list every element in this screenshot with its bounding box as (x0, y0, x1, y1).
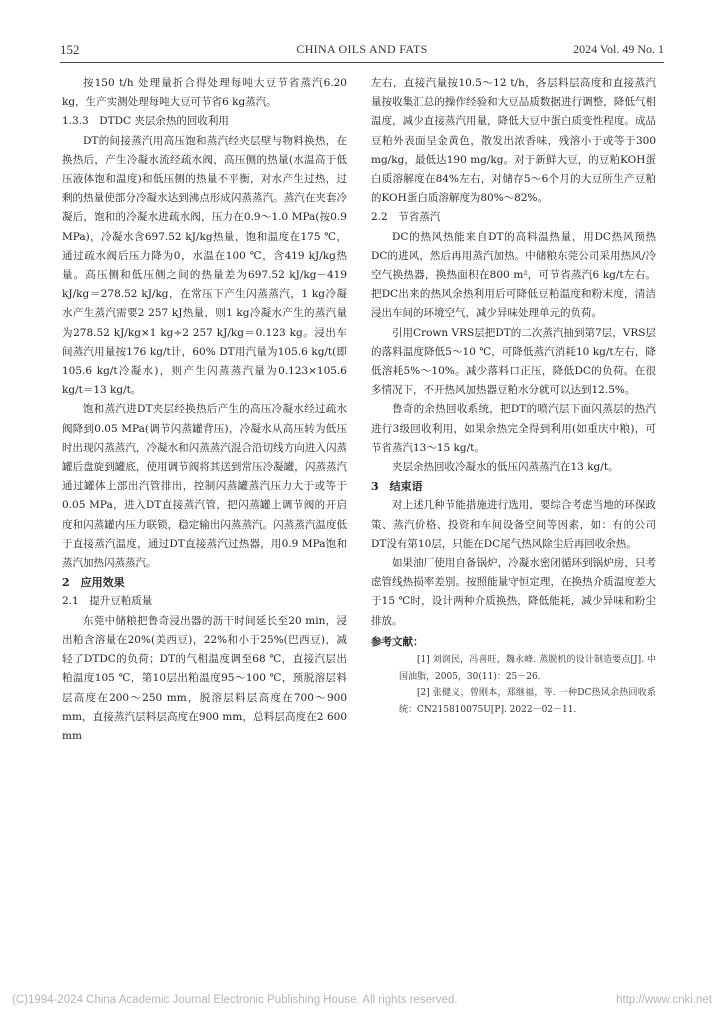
left-column (62, 74, 347, 746)
reference-item: [1] 刘润民，冯喜旺，魏永峰. 蒸脱机的设计制造要点[J]. 中国油脂，2005，30(11)：25－26. (399, 655, 656, 682)
section-heading-2-2: 2.2 节省蒸汽 (371, 211, 441, 224)
section-heading-2: 2 应用效果 (62, 576, 125, 590)
page-footer (12, 994, 712, 1010)
reference-item: [2] 张健义，曾刚本，郑继福，等. 一种DC热风余热回收系统：CN215810075U[P]. 2022－02－11. (399, 688, 656, 715)
references-heading: 参考文献： (371, 635, 424, 648)
paragraph: 夹层余热回收冷凝水的低压闪蒸蒸汽在13 kg/t。 (392, 461, 619, 474)
paragraph: DC的热风热能来自DT的高料温热量，用DC热风预热DC的进风，然后再用蒸汽加热。中储粮东莞公司采用热风/冷空气换热器，换热面积在800 m²，可节省蒸汽6 kg/t左右。把DC出来的热风余热利用后可降低豆粕温度和粉末度，清洁浸出车间的环境空气，减少异味处理单元的负荷。 (371, 230, 656, 320)
header-rule (60, 62, 664, 63)
paragraph: 引用Crown VRS层把DT的二次蒸汽抽到第7层，VRS层的落料温度降低5～10 ℃，可降低蒸汽消耗10 kg/t左右，降低溶耗5%～10%。减少落料口正压，降低DC的负荷。在很多情况下，不开热风加热器豆粕水分就可以达到12.5%。 (371, 326, 656, 397)
paragraph: 饱和蒸汽进DT夹层经换热后产生的高压冷凝水经过疏水阀降到0.05 MPa(调节闪蒸罐背压)，冷凝水从高压转为低压时出现闪蒸蒸汽，冷凝水和闪蒸蒸汽混合沿切线方向进入闪蒸罐后盘旋到罐底，使用调节阀将其送到常压冷凝罐，闪蒸蒸汽通过罐体上部出汽管排出，控制闪蒸罐蒸汽压力大于或等于0.05 MPa，进入DT直接蒸汽管，把闪蒸罐上调节阀的开启度和闪蒸罐内压力联锁，稳定输出闪蒸蒸汽。闪蒸蒸汽温度低于直接蒸汽温度，通过DT直接蒸汽过热器，用0.9 MPa饱和蒸汽加热闪蒸蒸汽。 (62, 403, 347, 570)
paragraph-continued: 左右，直接汽量按10.5～12 t/h，各层料层高度和直接蒸汽量按收集汇总的操作经验和大豆品质数据进行调整，降低气相温度，减少直接蒸汽用量，降低大豆中蛋白质变性程度。成品豆粕外表面呈金黄色，散发出浓香味，残溶小于或等于300 mg/kg，最低达190 mg/kg。对于新鲜大豆，的豆粕KOH蛋白质溶解度在84%左右，对储存5～6个月的大豆所生产豆粕的KOH蛋白质溶解度为80%～82%。 (371, 77, 656, 205)
section-heading-3: 3 结束语 (371, 480, 423, 494)
paragraph: 鲁奇的余热回收系统，把DT的喷汽层下面闪蒸层的热汽进行3级回收利用，如果余热完全得到利用(如重庆中粮)，可节省蒸汽13～15 kg/t。 (371, 403, 656, 454)
copyright-notice: (C)1994-2024 China Academic Journal Electronic Publishing House. All rights reserved. (12, 994, 458, 1006)
paragraph: 东莞中储粮把鲁奇浸出器的沥干时间延长至20 min，浸出粕含溶量在20%(美西豆)，22%和小于25%(巴西豆)，减轻了DTDC的负荷；DT的气相温度调至68 ℃，直接汽层出粕温度105 ℃，第10层出粕温度95～100 ℃，预脱溶层料层高度在200～250 mm，脱溶层料层高度在700～900 mm，直接蒸汽层料层高度在900 mm，总料层高度在2 600 mm (62, 614, 347, 742)
page-header (60, 42, 664, 60)
cnki-link[interactable]: http://www.cnki.net (616, 994, 712, 1006)
paragraph: DT的间接蒸汽用高压饱和蒸汽经夹层壁与物料换热，在换热后，产生冷凝水流经疏水阀，高压侧的热量(水温高于低压液体饱和温度)和低压侧的热量不平衡，对水产生过热，过剩的热量使部分冷凝水达到沸点形成闪蒸蒸汽。蒸汽在夹套冷凝后，饱和的冷凝水进疏水阀，压力在0.9～1.0 MPa(按0.9 MPa)，冷凝水含697.52 kJ/kg热量，饱和温度在175 ℃，通过疏水阀后压力降为0，水温在100 ℃，含419 kJ/kg热量。高压侧和低压侧之间的热量差为697.52 kJ/kg－419 kJ/kg＝278.52 kJ/kg，在常压下产生闪蒸蒸汽，1 kg冷凝水产生蒸汽需要2 257 kJ热量，则1 kg冷凝水产生的蒸汽量为278.52 kJ/kg×1 kg÷2 257 kJ/kg＝0.123 kg。浸出车间蒸汽用量按176 kg/t计，60% DT用汽量为105.6 kg/t(即105.6 kg/t冷凝水)，则产生闪蒸蒸汽量为0.123×105.6 kg/t＝13 kg/t。 (62, 134, 347, 397)
journal-volume: 2024 Vol. 49 No. 1 (573, 42, 664, 56)
paragraph: 按150 t/h 处理量折合得处理每吨大豆节省蒸汽6.20 kg，生产实测处理每吨大豆可节省6 kg蒸汽。 (62, 77, 347, 109)
journal-name: CHINA OILS AND FATS (296, 42, 428, 56)
paragraph: 如果油厂使用自备锅炉，冷凝水密闭循环到锅炉房，只考虑管线热损率差别。按照能量守恒定理，在换热介质温度差大于15 ℃时，设计两种介质换热，降低能耗，减少异味和粉尘排放。 (371, 557, 656, 627)
section-heading-2-1: 2.1 提升豆粕质量 (62, 595, 153, 608)
page-number: 152 (60, 42, 80, 57)
section-heading-1-3-3: 1.3.3 DTDC 夹层余热的回收利用 (62, 115, 229, 128)
paragraph: 对上述几种节能措施进行选用，要综合考虑当地的环保政策、蒸汽价格、投资和车间设备空间等因素，如：有的公司DT没有第10层，只能在DC尾气热风除尘后再回收余热。 (371, 499, 656, 550)
right-column (371, 74, 656, 718)
